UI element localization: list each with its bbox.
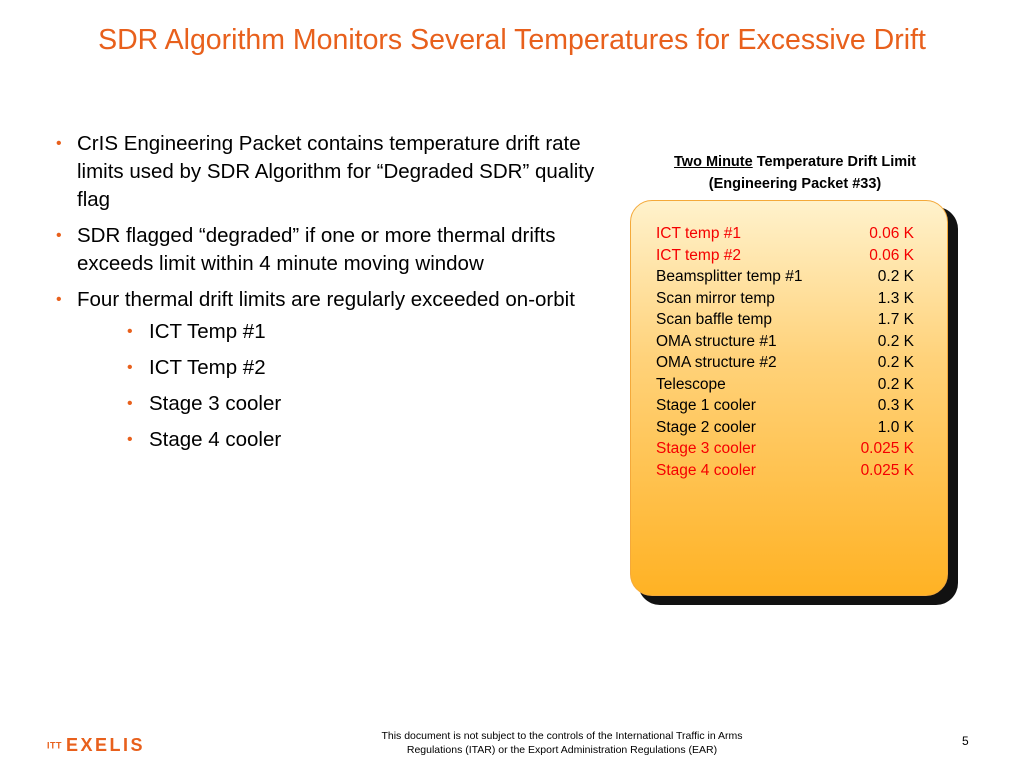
sub-bullet-text: Stage 4 cooler	[149, 428, 282, 451]
sub-bullet-item	[77, 426, 616, 454]
drift-limit-table	[656, 223, 914, 481]
table-row	[656, 309, 914, 331]
row-label: ICT temp #1	[656, 225, 742, 242]
bullet-marker: •	[127, 395, 133, 412]
table-row	[656, 395, 914, 417]
sub-bullet-item	[77, 390, 616, 418]
export-notice	[340, 729, 784, 757]
row-label: Stage 2 cooler	[656, 418, 756, 436]
row-value: 0.2 K	[877, 268, 914, 285]
table-row	[656, 352, 914, 374]
row-label: Telescope	[656, 375, 726, 393]
table-row	[656, 245, 914, 267]
row-label: Stage 1 cooler	[656, 397, 756, 414]
row-label: Stage 3 cooler	[656, 440, 756, 457]
row-label: Beamsplitter temp #1	[656, 268, 803, 285]
bullet-marker: •	[56, 227, 62, 244]
row-value: 0.2 K	[877, 375, 914, 393]
row-value: 0.2 K	[877, 332, 914, 350]
sub-bullet-item	[77, 354, 616, 382]
table-row	[656, 374, 914, 396]
table-title	[632, 151, 958, 195]
bullet-item	[56, 222, 616, 278]
bullet-text: SDR flagged “degraded” if one or more thermal drifts exceeds limit within 4 minute moving window	[77, 224, 556, 275]
table-title-underlined: Two Minute	[674, 154, 753, 170]
sub-bullet-item	[77, 318, 616, 346]
row-value: 0.06 K	[869, 246, 914, 264]
row-label: ICT temp #2	[656, 246, 742, 264]
table-title-rest: Temperature Drift Limit	[752, 154, 916, 170]
row-value: 1.3 K	[877, 289, 914, 307]
table-row	[656, 223, 914, 245]
bullet-text: CrIS Engineering Packet contains temperature drift rate limits used by SDR Algorithm for “Degraded SDR” quality flag	[77, 132, 595, 211]
slide-title: SDR Algorithm Monitors Several Temperatures for Excessive Drift	[98, 24, 926, 56]
row-value: 0.3 K	[877, 397, 914, 414]
export-notice-line1: This document is not subject to the controls of the International Traffic in Arms	[381, 730, 743, 742]
bullet-marker: •	[127, 323, 133, 340]
row-value: 0.025 K	[860, 461, 914, 479]
bullet-text: Four thermal drift limits are regularly exceeded on-orbit	[77, 288, 575, 311]
table-title-line1	[632, 151, 958, 173]
row-label: Scan baffle temp	[656, 311, 773, 328]
row-label: OMA structure #1	[656, 332, 777, 350]
table-title-line2: (Engineering Packet #33)	[708, 176, 882, 192]
bullet-marker: •	[56, 291, 62, 308]
row-value: 0.025 K	[860, 440, 914, 457]
row-label: OMA structure #2	[656, 354, 777, 371]
bullet-marker: •	[127, 359, 133, 376]
company-logo	[47, 735, 145, 756]
table-row	[656, 331, 914, 353]
table-row	[656, 417, 914, 439]
sub-bullet-text: Stage 3 cooler	[149, 392, 282, 415]
export-notice-line2: Regulations (ITAR) or the Export Administration Regulations (EAR)	[406, 744, 718, 756]
row-value: 1.7 K	[877, 311, 914, 328]
bullet-marker: •	[56, 135, 62, 152]
sub-bullet-list	[77, 318, 616, 454]
row-value: 1.0 K	[877, 418, 914, 436]
row-label: Scan mirror temp	[656, 289, 775, 307]
bullet-item	[56, 286, 616, 454]
row-value: 0.2 K	[877, 354, 914, 371]
table-row	[656, 288, 914, 310]
bullet-item	[56, 130, 616, 214]
row-value: 0.06 K	[869, 225, 914, 242]
table-row	[656, 266, 914, 288]
bullet-list	[56, 130, 616, 462]
bullet-marker: •	[127, 431, 133, 448]
sub-bullet-text: ICT Temp #2	[149, 356, 266, 379]
logo-exelis: EXELIS	[66, 735, 146, 755]
logo-itt: ITT	[47, 740, 62, 751]
table-row	[656, 438, 914, 460]
table-row	[656, 460, 914, 482]
row-label: Stage 4 cooler	[656, 461, 756, 479]
sub-bullet-text: ICT Temp #1	[149, 320, 266, 343]
page-number: 5	[962, 734, 969, 748]
